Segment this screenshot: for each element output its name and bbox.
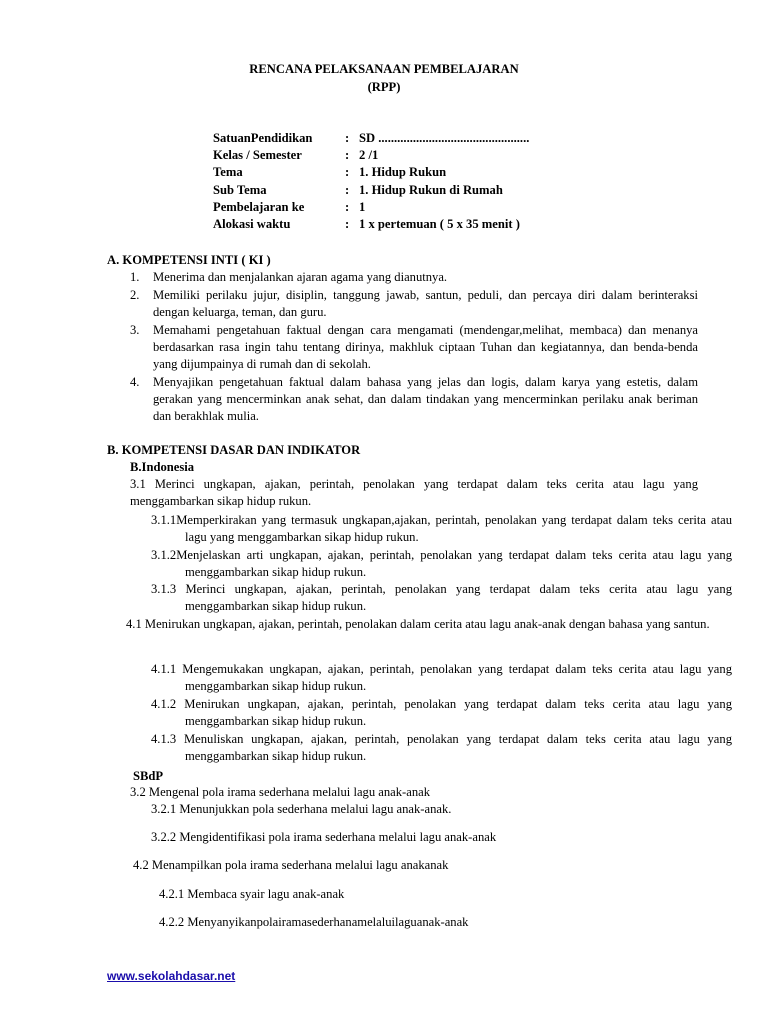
indicator-3-1-3: 3.1.3 Merinci ungkapan, ajakan, perintah, penolakan yang terdapat dalam teks cerita atau lagu yang menggambarkan sikap hidup rukun. bbox=[151, 582, 732, 613]
footer-website-link[interactable]: www.sekolahdasar.net bbox=[107, 969, 236, 983]
identity-row bbox=[213, 164, 529, 181]
identity-table bbox=[213, 130, 529, 233]
indicator-4-2-2: 4.2.2 Menyanyikanpolairamasederhanamelaluilaguanak-anak bbox=[159, 915, 469, 929]
identity-row bbox=[213, 199, 529, 216]
identity-separator: : bbox=[345, 216, 350, 231]
indicator-3-1-1: 3.1.1Memperkirakan yang termasuk ungkapan,ajakan, perintah, penolakan yang terdapat dalam teks cerita atau lagu yang menggambarkan sikap hidup rukun. bbox=[151, 513, 732, 544]
ki-text: Memahami pengetahuan faktual dengan cara mengamati (mendengar,melihat, membaca) dan menanya berdasarkan rasa ingin tahu tentang dirinya, makhluk ciptaan Tuhan dan kegiatannya, dan benda-benda yang dijumpainya di rumah dan di sekolah. bbox=[153, 323, 698, 371]
indicator-3-1-2: 3.1.2Menjelaskan arti ungkapan, ajakan, perintah, penolakan yang terdapat dalam teks cerita atau lagu yang menggambarkan sikap hidup rukun. bbox=[151, 548, 732, 579]
kd-4-1: 4.1 Menirukan ungkapan, ajakan, perintah, penolakan dalam cerita atau lagu anak-anak dengan bahasa yang santun. bbox=[126, 617, 710, 631]
document-title: RENCANA PELAKSANAAN PEMBELAJARAN bbox=[249, 62, 519, 76]
identity-separator: : bbox=[345, 182, 350, 197]
identity-separator: : bbox=[345, 131, 350, 145]
ki-number: 4. bbox=[130, 375, 140, 389]
indicator-3-2-2: 3.2.2 Mengidentifikasi pola irama sederhana melalui lagu anak-anak bbox=[151, 830, 497, 844]
kd-3-2: 3.2 Mengenal pola irama sederhana melalui lagu anak-anak bbox=[130, 785, 431, 799]
ki-text: Menyajikan pengetahuan faktual dalam bahasa yang jelas dan logis, dalam karya yang estetis, dalam gerakan yang mencerminkan anak sehat, dan dalam tindakan yang mencerminkan perilaku anak beriman dan berakhlak mulia. bbox=[153, 375, 698, 423]
identity-row bbox=[213, 130, 529, 147]
identity-value: 2 /1 bbox=[359, 148, 379, 163]
identity-separator: : bbox=[345, 148, 350, 163]
identity-value: 1 x pertemuan ( 5 x 35 menit ) bbox=[359, 216, 520, 231]
identity-value: 1. Hidup Rukun bbox=[359, 165, 447, 180]
identity-label: Pembelajaran ke bbox=[213, 199, 305, 214]
indicator-3-2-1: 3.2.1 Menunjukkan pola sederhana melalui lagu anak-anak. bbox=[151, 802, 452, 816]
identity-value: 1. Hidup Rukun di Rumah bbox=[359, 182, 503, 197]
section-b-heading: B. KOMPETENSI DASAR DAN INDIKATOR bbox=[107, 443, 361, 457]
identity-value: SD ................................................ bbox=[359, 131, 530, 145]
identity-label: Alokasi waktu bbox=[213, 216, 291, 231]
identity-label: Sub Tema bbox=[213, 182, 267, 197]
identity-row bbox=[213, 216, 529, 233]
kd-4-2: 4.2 Menampilkan pola irama sederhana melalui lagu anakanak bbox=[133, 858, 449, 872]
ki-number: 2. bbox=[130, 288, 140, 302]
document-subtitle: (RPP) bbox=[367, 80, 401, 94]
identity-row bbox=[213, 182, 529, 199]
indicator-4-1-3: 4.1.3 Menuliskan ungkapan, ajakan, perintah, penolakan yang terdapat dalam teks cerita atau lagu yang menggambarkan sikap hidup rukun. bbox=[151, 732, 732, 763]
identity-label: Tema bbox=[213, 165, 243, 180]
kd-3-1: 3.1 Merinci ungkapan, ajakan, perintah, penolakan yang terdapat dalam teks cerita atau lagu yang menggambarkan sikap hidup rukun. bbox=[130, 477, 698, 508]
ki-number: 3. bbox=[130, 323, 140, 337]
indicator-4-2-1: 4.2.1 Membaca syair lagu anak-anak bbox=[159, 887, 345, 901]
subject-bindonesia: B.Indonesia bbox=[130, 460, 195, 474]
indicator-4-1-2: 4.1.2 Menirukan ungkapan, ajakan, perintah, penolakan yang terdapat dalam teks cerita atau lagu yang menggambarkan sikap hidup rukun. bbox=[151, 697, 732, 728]
ki-text: Memiliki perilaku jujur, disiplin, tanggung jawab, santun, peduli, dan percaya diri dalam berinteraksi dengan keluarga, teman, dan guru. bbox=[153, 288, 698, 319]
identity-row bbox=[213, 147, 529, 164]
section-a-heading: A. KOMPETENSI INTI ( KI ) bbox=[107, 253, 271, 267]
identity-value: 1 bbox=[359, 199, 366, 214]
subject-sbdp: SBdP bbox=[133, 769, 164, 783]
identity-label: Kelas / Semester bbox=[213, 148, 302, 163]
ki-text: Menerima dan menjalankan ajaran agama yang dianutnya. bbox=[153, 270, 448, 284]
identity-separator: : bbox=[345, 165, 350, 180]
indicator-4-1-1: 4.1.1 Mengemukakan ungkapan, ajakan, perintah, penolakan yang terdapat dalam teks cerita atau lagu yang menggambarkan sikap hidup rukun. bbox=[151, 662, 732, 693]
identity-separator: : bbox=[345, 199, 350, 214]
identity-label: SatuanPendidikan bbox=[213, 131, 313, 145]
ki-number: 1. bbox=[130, 270, 140, 284]
